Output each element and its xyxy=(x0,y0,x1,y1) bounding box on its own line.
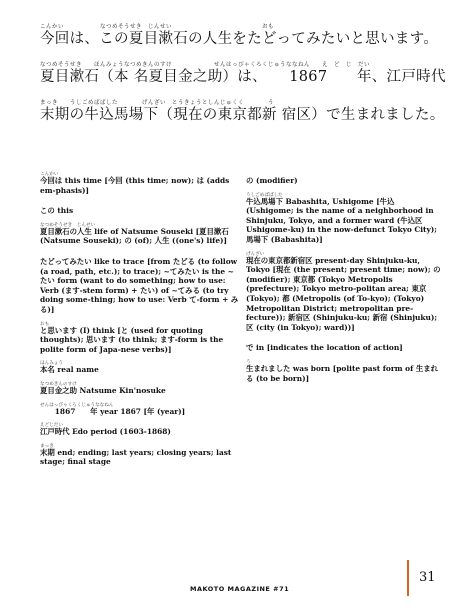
sentence-line-1: 今回は、この夏目漱石の人生をたどってみたいと思います。 xyxy=(40,31,439,47)
main-reading-text xyxy=(40,22,446,124)
vocab-entry: えどじだい 江戸時代 Edo period (1603-1868) xyxy=(40,423,171,437)
vocab-entry: で in [indicates the location of action] xyxy=(246,343,403,353)
vocab-entry: う 生まれました was born [polite past form of 生まれる (to be born)] xyxy=(246,359,438,383)
vocab-entry: ほんみょう 本名 real name xyxy=(40,361,99,375)
vocabulary-column-left xyxy=(40,170,240,472)
accent-divider xyxy=(407,560,409,596)
sentence-line-2: 夏目漱石（本 名夏目金之助）は、 1867 年、江戸時代 xyxy=(40,69,446,85)
vocab-entry: たどってみたい like to trace [from たどる (to follow (a road, path, etc.); to trace); ~てみたい is the ~たい form (want to do something; how to use: Verb (ます-stem form) + たい) of ~てみる (to try doing some-thing; how to use: Verb て-form + みる)] xyxy=(40,256,239,314)
furigana-line-2: なつめそうせき ほんみょうなつめきんのすけ せんはっぴゃくろくじゅうななねん え ど じ だい xyxy=(40,62,371,68)
furigana-line-3: まっき うしごめばばした げんざい とうきょうとしんじゅくく う xyxy=(40,100,275,106)
vocab-entry: なつめそうせき じんせい 夏目漱石の人生 life of Natsume Souseki [夏目漱石 (Natsume Souseki); の (of); 人生 ((one's) life)] xyxy=(40,222,229,246)
furigana-line-1: こんかい なつめそうせき じんせい おも xyxy=(40,24,275,30)
vocabulary-column-right xyxy=(246,170,442,388)
vocab-entry: せんはっぴゃくろくじゅうななねん 1867 年 year 1867 [年 (year)] xyxy=(40,402,186,416)
vocab-entry: の (modifier) xyxy=(246,176,298,185)
sentence-line-3: 末期の牛込馬場下（現在の東京都新 宿区）で生まれました。 xyxy=(40,107,445,123)
vocab-entry: こんかい 今回は this time [今回 (this time; now); は (adds em-phasis)] xyxy=(40,172,230,195)
vocab-entry: この this xyxy=(40,206,74,216)
page-number: 31 xyxy=(419,570,436,585)
vocab-entry: うしごめばばした 牛込馬場下 Babashita, Ushigome [牛込 (Ushigome; is the name of a neighborhood in Shinjuku, Tokyo, and a former ward (牛込区 Ushigome-ku) in the now-defunct Tokyo City); 馬場下 (Babashita)] xyxy=(246,192,437,244)
vocab-entry: おも と思います (I) think [と (used for quoting thoughts); 思います (to think; ます-form is the polite form of Japa-nese verbs)] xyxy=(40,321,224,354)
vocab-entry: げんざい 現在の東京都新宿区 present-day Shinjuku-ku, Tokyo [現在 (the present; present time; now); の (modifier); 東京都 (Tokyo Metropolis (prefecture); Tokyo metro-politan area; 東京 (Tokyo); 都 (Metropolis (of To-kyo); (Tokyo) Metropolitan District; metropolitan pre-fecture)); 新宿区 (Shinjuku-ku; 新宿 (Shinjuku); 区 (city (in Tokyo); ward))] xyxy=(246,251,441,332)
vocab-entry: なつめきんのすけ 夏目金之助 Natsume Kin'nosuke xyxy=(40,381,166,395)
magazine-name: MAKOTO MAGAZINE #71 xyxy=(190,585,290,593)
vocab-entry: まっき 末期 end; ending; last years; closing years; last stage; final stage xyxy=(40,443,232,467)
